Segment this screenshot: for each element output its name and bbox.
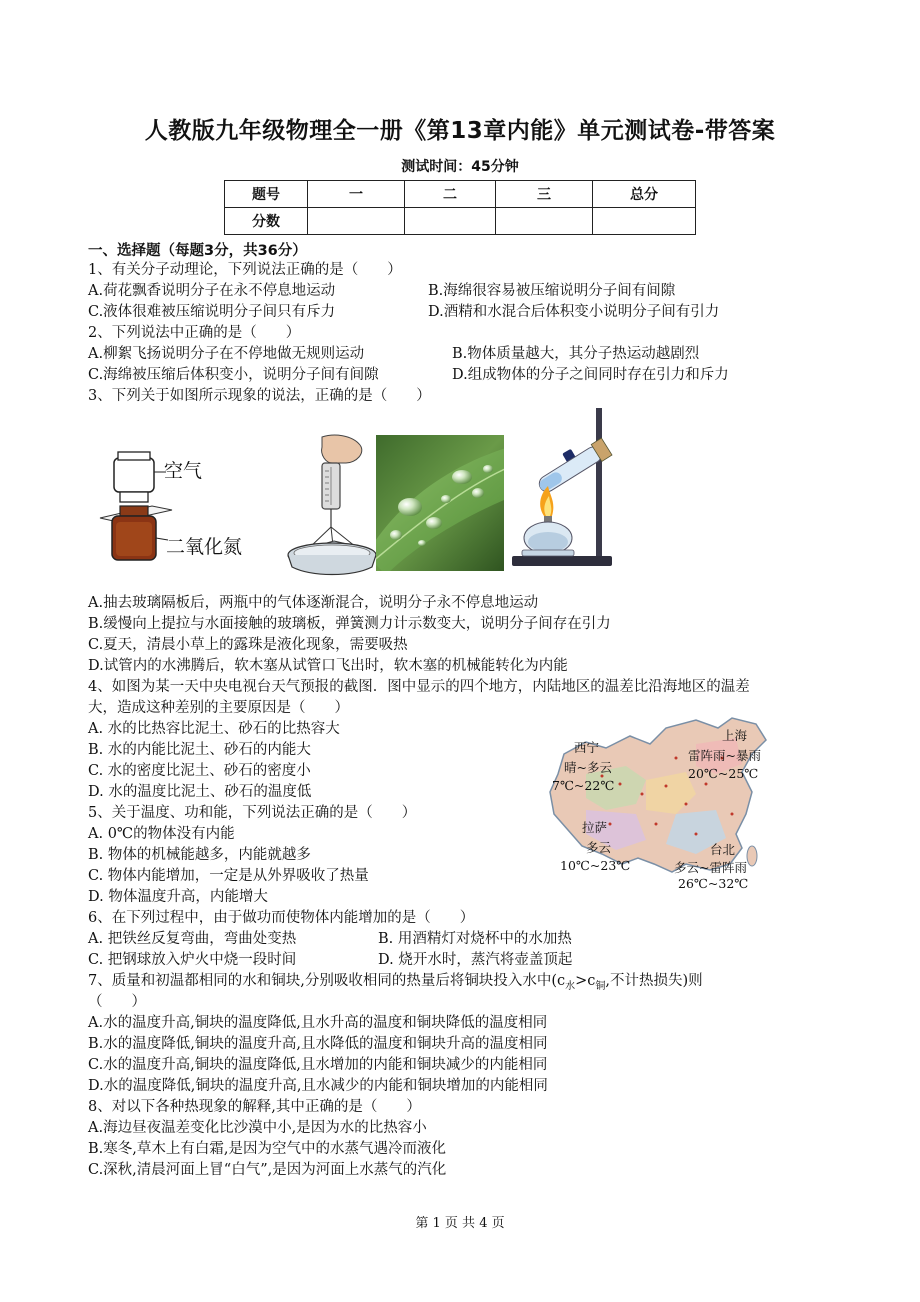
table-header-cell: 二: [405, 181, 496, 208]
lhasa-city: 拉萨: [582, 820, 608, 835]
option-text: C.液体很难被压缩说明分子间只有斥力: [88, 304, 336, 320]
question-stem: [88, 971, 703, 997]
option-text: D.试管内的水沸腾后，软木塞从试管口飞出时，软木塞的机械能转化为内能: [88, 658, 568, 674]
table-row-label: 分数: [225, 208, 308, 235]
option-text: B.海绵很容易被压缩说明分子间有间隙: [428, 283, 676, 299]
taibei-weather: 多云~雷阵雨: [674, 860, 747, 875]
option-text: B. 用酒精灯对烧杯中的水加热: [378, 931, 572, 947]
weather-map: [546, 714, 778, 894]
table-header-cell: 题号: [225, 181, 308, 208]
no2-label: 二氧化氮: [166, 536, 243, 558]
option-text: B.寒冬,草木上有白霜,是因为空气中的水蒸气遇冷而液化: [88, 1141, 446, 1157]
subscript-copper: 铜: [595, 980, 606, 992]
option-text: D.组成物体的分子之间同时存在引力和斥力: [452, 367, 729, 383]
question-stem-text: 7、质量和初温都相同的水和铜块,分别吸收相同的热量后将铜块投入水中(c: [88, 973, 566, 989]
test-tube-heating-figure: [506, 406, 618, 578]
option-text: B.物体质量越大，其分子热运动越剧烈: [452, 346, 700, 362]
air-label: 空气: [164, 460, 203, 482]
option-text: D. 烧开水时，蒸汽将壶盖顶起: [378, 952, 573, 968]
option-text: A.水的温度升高,铜块的温度降低,且水升高的温度和铜块降低的温度相同: [88, 1015, 548, 1031]
shanghai-weather: 雷阵雨~暴雨: [688, 748, 761, 763]
page-footer: 第 1 页 共 4 页: [415, 1216, 505, 1231]
taibei-city: 台北: [710, 842, 736, 857]
spring-balance-figure: [282, 433, 378, 579]
question-stem-text: ,不计热损失)则: [605, 973, 703, 989]
option-text: C. 物体内能增加，一定是从外界吸收了热量: [88, 868, 369, 884]
score-cell[interactable]: [496, 208, 593, 235]
option-text: C.夏天，清晨小草上的露珠是液化现象，需要吸热: [88, 637, 408, 653]
question-stem: 3、下列关于如图所示现象的说法，正确的是（ ）: [88, 388, 431, 404]
option-text: D.水的温度降低,铜块的温度升高,且水减少的内能和铜块增加的内能相同: [88, 1078, 548, 1094]
option-text: B.缓慢向上提拉与水面接触的玻璃板，弹簧测力计示数变大，说明分子间存在引力: [88, 616, 611, 632]
score-table: [224, 180, 696, 235]
lhasa-weather: 多云: [586, 840, 612, 855]
option-text: A. 0℃的物体没有内能: [88, 826, 235, 842]
table-header-cell: 一: [308, 181, 405, 208]
option-text: B. 水的内能比泥土、砂石的内能大: [88, 742, 311, 758]
question-stem-continued: 大，造成这种差别的主要原因是（ ）: [88, 700, 349, 716]
dew-leaf-photo: [376, 435, 504, 571]
diffusion-bottles-figure: [92, 448, 262, 588]
option-text: D. 水的温度比泥土、砂石的温度低: [88, 784, 312, 800]
score-cell[interactable]: [593, 208, 696, 235]
section-title: 一、选择题（每题3分，共36分）: [88, 243, 307, 259]
option-text: A. 把铁丝反复弯曲，弯曲处变热: [88, 931, 297, 947]
question-stem-continued: （ ）: [88, 994, 146, 1010]
score-cell[interactable]: [308, 208, 405, 235]
question-stem: 6、在下列过程中，由于做功而使物体内能增加的是（ ）: [88, 910, 475, 926]
option-text: C.水的温度升高,铜块的温度降低,且水增加的内能和铜块减少的内能相同: [88, 1057, 548, 1073]
shanghai-city: 上海: [722, 728, 748, 743]
shanghai-temp: 20℃~25℃: [688, 766, 759, 781]
question-stem: 4、如图为某一天中央电视台天气预报的截图．图中显示的四个地方，内陆地区的温差比沿海地区的温差: [88, 679, 750, 695]
question-stem: 2、下列说法中正确的是（ ）: [88, 325, 301, 341]
question-stem-text: >c: [575, 973, 596, 989]
option-text: D.酒精和水混合后体积变小说明分子间有引力: [428, 304, 720, 320]
option-text: A. 水的比热容比泥土、砂石的比热容大: [88, 721, 340, 737]
table-header-cell: 总分: [593, 181, 696, 208]
question-stem: 1、有关分子动理论，下列说法正确的是（ ）: [88, 262, 402, 278]
option-text: C. 把钢球放入炉火中烧一段时间: [88, 952, 297, 968]
option-text: A.抽去玻璃隔板后，两瓶中的气体逐渐混合，说明分子永不停息地运动: [88, 595, 539, 611]
option-text: A.荷花飘香说明分子在永不停息地运动: [88, 283, 336, 299]
score-cell[interactable]: [405, 208, 496, 235]
option-text: B.水的温度降低,铜块的温度升高,且水降低的温度和铜块升高的温度相同: [88, 1036, 548, 1052]
option-text: D. 物体温度升高，内能增大: [88, 889, 268, 905]
question-stem: 8、对以下各种热现象的解释,其中正确的是（ ）: [88, 1099, 421, 1115]
score-table-header-row: [225, 181, 696, 208]
xining-weather: 晴~多云: [564, 760, 612, 775]
option-text: C. 水的密度比泥土、砂石的密度小: [88, 763, 311, 779]
page-title: 人教版九年级物理全一册《第13章内能》单元测试卷-带答案: [144, 118, 776, 144]
lhasa-temp: 10℃~23℃: [560, 858, 631, 873]
option-text: C.深秋,清晨河面上冒“白气”,是因为河面上水蒸气的汽化: [88, 1162, 447, 1178]
score-table-score-row: [225, 208, 696, 235]
option-text: B. 物体的机械能越多，内能就越多: [88, 847, 311, 863]
taibei-temp: 26℃~32℃: [678, 876, 749, 891]
question-stem: 5、关于温度、功和能，下列说法正确的是（ ）: [88, 805, 417, 821]
xining-temp: 7℃~22℃: [552, 778, 615, 793]
option-text: A.海边昼夜温差变化比沙漠中小,是因为水的比热容小: [88, 1120, 427, 1136]
option-text: C.海绵被压缩后体积变小，说明分子间有间隙: [88, 367, 379, 383]
test-time: 测试时间：45分钟: [401, 159, 519, 175]
option-text: A.柳絮飞扬说明分子在不停地做无规则运动: [88, 346, 365, 362]
subscript-water: 水: [565, 980, 576, 992]
table-header-cell: 三: [496, 181, 593, 208]
xining-city: 西宁: [574, 740, 600, 755]
